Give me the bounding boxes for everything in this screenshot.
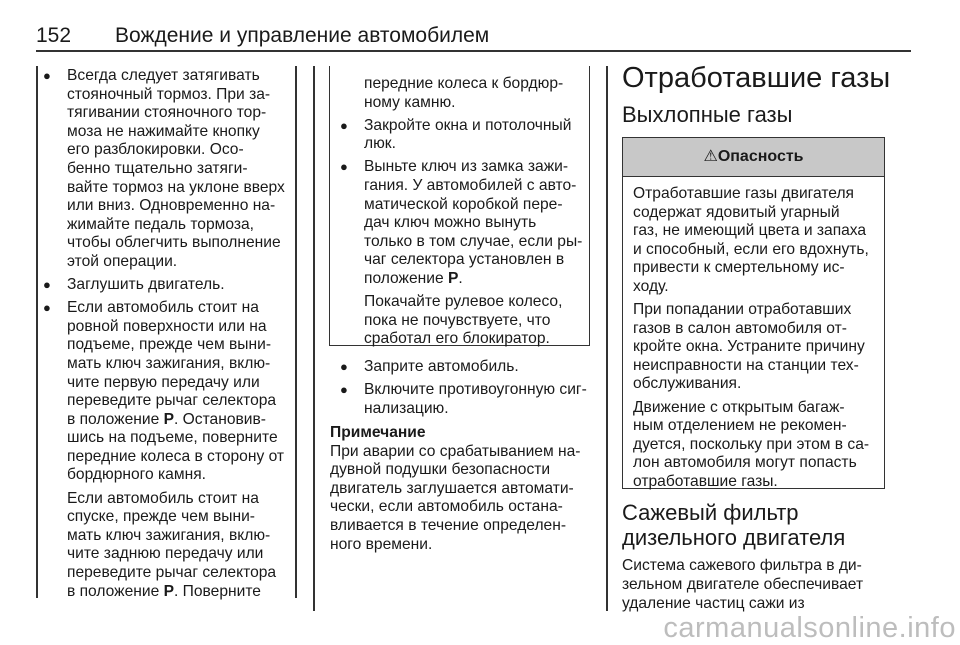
- text-line: Заприте автомобиль.: [364, 358, 519, 375]
- text-line: дизельного двигателя: [622, 525, 846, 550]
- text-line: этой операции.: [67, 252, 178, 270]
- paragraph: [364, 358, 600, 377]
- paragraph: [67, 67, 293, 272]
- bullet-icon: ●: [43, 68, 51, 83]
- column1-left-rule: [36, 66, 38, 598]
- text-line: Включите противоугонную сиг-: [364, 381, 587, 399]
- text-line: шись на подъеме, поверните: [67, 429, 278, 447]
- danger-box: [622, 137, 885, 489]
- header-rule: [36, 50, 911, 52]
- bullet-icon: ●: [340, 359, 348, 374]
- paragraph: [364, 158, 588, 288]
- text-line: ным отделением не рекомен-: [633, 417, 847, 435]
- paragraph: [67, 490, 293, 602]
- text-line: содержат ядовитый угарный: [633, 203, 840, 221]
- text-line: нализацию.: [364, 399, 449, 417]
- column2-left-rule: [313, 66, 315, 611]
- watermark: carmanualsonline.info: [663, 612, 956, 644]
- text-line: люк.: [364, 135, 396, 153]
- paragraph: [364, 117, 588, 154]
- text-line: вайте тормоз на уклоне вверх: [67, 178, 285, 196]
- text-line: или вниз. Одновременно на-: [67, 197, 276, 215]
- page-title: Вождение и управление автомобилем: [115, 24, 490, 47]
- text-line: ходу.: [633, 277, 669, 295]
- text-line: мать ключ зажигания, вклю-: [67, 354, 271, 372]
- text-line: только в том случае, если ры-: [364, 232, 583, 250]
- bullet-icon: ●: [340, 117, 348, 133]
- text-line: лон автомобиля могут попасть: [633, 454, 857, 472]
- text-line: При попадании отработавших: [633, 301, 852, 319]
- bullet-icon: ●: [43, 300, 51, 316]
- paragraph: [633, 301, 884, 394]
- text-line: и способный, если его вдохнуть,: [633, 240, 869, 258]
- page-number: 152: [36, 24, 72, 47]
- text-line: мать ключ зажигания, вклю-: [67, 526, 271, 544]
- text-line: бордюрного камня.: [67, 466, 206, 484]
- text-line: привести к смертельному ис-: [633, 259, 845, 277]
- text-line: переведите рычаг селектора: [67, 392, 277, 410]
- list-item: [43, 276, 293, 295]
- text-line: переведите рычаг селектора: [67, 563, 277, 581]
- bold-text: P: [447, 269, 459, 287]
- text-line: подъеме, прежде чем выни-: [67, 336, 272, 354]
- bold-text: P: [163, 582, 174, 600]
- text-line: дувной подушки безопасности: [330, 461, 551, 479]
- warning-triangle-icon: ⚠: [703, 148, 718, 165]
- column2-box-content: [340, 75, 588, 353]
- text-line: передние колеса к бордюр-: [364, 75, 564, 92]
- text-line: При аварии со срабатыванием на-: [330, 442, 581, 460]
- text-line: в положение P. Остановив-: [67, 410, 266, 428]
- bullet-icon: ●: [43, 277, 51, 293]
- text-line: отработавшие газы.: [633, 472, 778, 490]
- list-item: [340, 358, 600, 377]
- text-line: в положение P. Поверните: [67, 582, 261, 600]
- text-line: Покачайте рулевое колесо,: [364, 293, 563, 311]
- section-heading: Отработавшие газы: [622, 62, 891, 94]
- subsection-heading: Выхлопные газы: [622, 102, 793, 127]
- text-line: положение P.: [364, 269, 463, 287]
- paragraph: [364, 381, 600, 418]
- text-line: обслуживания.: [633, 375, 742, 393]
- text-line: удаление частиц сажи из: [622, 595, 805, 612]
- text-line: Выньте ключ из замка зажи-: [364, 158, 569, 176]
- danger-title: Опасность: [717, 148, 804, 165]
- text-line: ному камню.: [364, 93, 456, 111]
- text-line: чтобы облегчить выполнение: [67, 234, 281, 252]
- column1-right-rule: [295, 66, 297, 598]
- list-item: [340, 158, 588, 348]
- text-line: передние колеса в сторону от: [67, 447, 285, 465]
- list-item: [340, 381, 600, 418]
- text-line: гания. У автомобилей с авто-: [364, 176, 577, 194]
- dpf-body: [622, 556, 863, 613]
- list-item: [43, 299, 293, 601]
- list-item: [43, 67, 293, 272]
- text-line: Закройте окна и потолочный: [364, 116, 572, 134]
- text-line: ровной поверхности или на: [67, 317, 267, 335]
- text-line: Всегда следует затягивать: [67, 67, 260, 84]
- text-line: тягивании стояночного тор-: [67, 104, 267, 122]
- column1: [43, 67, 293, 606]
- text-line: сработал его блокиратор.: [364, 330, 550, 348]
- bold-text: P: [163, 410, 174, 428]
- text-line: газов в салон автомобиля от-: [633, 319, 847, 337]
- text-line: Движение с открытым багаж-: [633, 398, 845, 416]
- text-line: чите заднюю передачу или: [67, 545, 264, 563]
- paragraph: [67, 276, 293, 295]
- text-line: его разблокировки. Осо-: [67, 141, 244, 159]
- paragraph: [330, 443, 600, 555]
- text-line: жимайте педаль тормоза,: [67, 215, 255, 233]
- text-line: Если автомобиль стоит на: [67, 299, 259, 317]
- text-line: кройте окна. Устраните причину: [633, 338, 865, 356]
- text-line: дуется, поскольку при этом в са-: [633, 435, 870, 453]
- text-line: зельном двигателе обеспечивает: [622, 576, 864, 593]
- paragraph: [364, 293, 588, 349]
- text-line: чески, если автомобиль остана-: [330, 498, 563, 516]
- danger-header: [623, 138, 884, 177]
- dpf-heading: [622, 500, 845, 550]
- column3-left-rule: [606, 66, 608, 611]
- paragraph: [340, 75, 588, 112]
- text-line: моза не нажимайте кнопку: [67, 122, 260, 140]
- text-line: Заглушить двигатель.: [67, 276, 225, 294]
- bullet-icon: ●: [340, 159, 348, 175]
- text-line: Сажевый фильтр: [622, 500, 799, 525]
- note-block: [330, 424, 600, 559]
- text-line: спуске, прежде чем выни-: [67, 508, 256, 526]
- note-title: Примечание: [330, 424, 426, 441]
- text-line: матической коробкой пере-: [364, 195, 563, 213]
- text-line: пока не почувствуете, что: [364, 311, 551, 329]
- text-line: бенно тщательно затяги-: [67, 159, 248, 177]
- paragraph: [633, 185, 884, 297]
- text-line: дач ключ можно вынуть: [364, 214, 537, 232]
- column2-list: [340, 358, 600, 423]
- text-line: неисправности на станции тех-: [633, 356, 859, 374]
- text-line: Если автомобиль стоит на: [67, 489, 259, 507]
- text-line: ного времени.: [330, 535, 433, 553]
- paragraph: [633, 399, 884, 492]
- paragraph: [67, 299, 293, 485]
- text-line: Система сажевого фильтра в ди-: [622, 557, 862, 574]
- text-line: Отработавшие газы двигателя: [633, 185, 854, 202]
- text-line: чите первую передачу или: [67, 373, 260, 391]
- bullet-icon: ●: [340, 382, 348, 398]
- text-line: стояночный тормоз. При за-: [67, 85, 271, 103]
- text-line: газ, не имеющий цвета и запаха: [633, 222, 867, 240]
- text-line: вливается в течение определен-: [330, 516, 567, 534]
- text-line: двигатель заглушается автомати-: [330, 479, 574, 497]
- text-line: чаг селектора установлен в: [364, 251, 565, 269]
- danger-body: [623, 177, 884, 492]
- list-item: [340, 117, 588, 154]
